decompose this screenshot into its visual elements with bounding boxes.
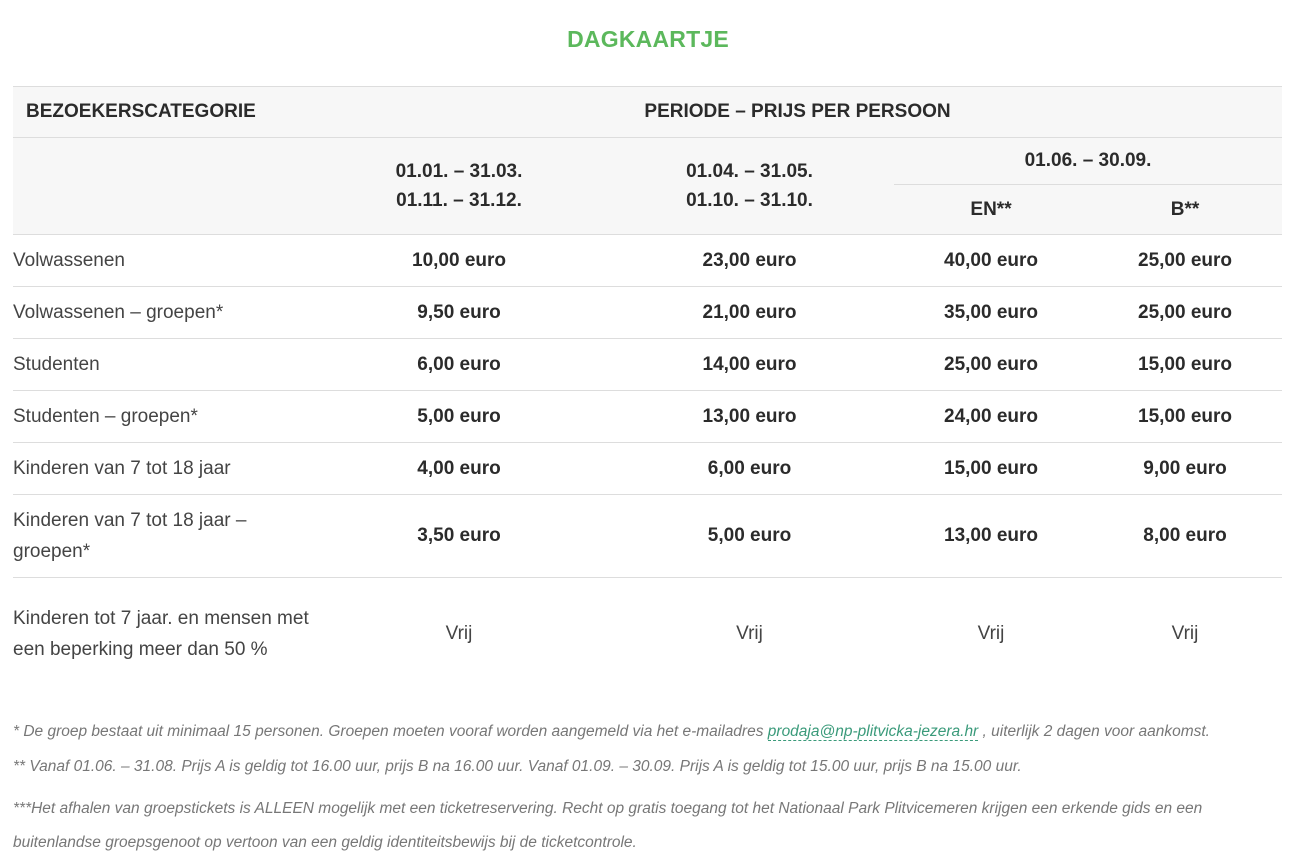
footnote-groups-tail: , uiterlijk 2 dagen voor aankomst.: [978, 723, 1210, 740]
price-cell: 15,00 euro: [1088, 339, 1282, 391]
price-table: [13, 86, 1282, 690]
row-category: Kinderen tot 7 jaar. en mensen met een beperking meer dan 50 %: [13, 608, 309, 660]
price-cell: 9,00 euro: [1088, 443, 1282, 495]
price-cell: 40,00 euro: [894, 235, 1088, 287]
table-row: [13, 578, 1282, 691]
footnote-groups: [13, 723, 1288, 741]
price-cell: 25,00 euro: [894, 339, 1088, 391]
period-mid-line1: 01.04. – 31.05.: [686, 161, 813, 182]
footnote-groups-text: * De groep bestaat uit minimaal 15 personen. Groepen moeten vooraf worden aangemeld via het e-mailadres: [13, 723, 768, 740]
table-row: [13, 495, 1282, 578]
price-cell: 13,00 euro: [605, 391, 894, 443]
price-cell: 23,00 euro: [605, 235, 894, 287]
subperiod-a: EN**: [894, 185, 1088, 235]
price-cell: 13,00 euro: [894, 495, 1088, 578]
table-row: [13, 287, 1282, 339]
price-cell: 10,00 euro: [313, 235, 605, 287]
header-period: PERIODE – PRIJS PER PERSOON: [313, 87, 1282, 138]
price-cell: 5,00 euro: [313, 391, 605, 443]
row-category: Kinderen van 7 tot 18 jaar: [13, 443, 313, 495]
price-cell: 21,00 euro: [605, 287, 894, 339]
period-low-season: [313, 138, 605, 235]
price-cell: Vrij: [445, 623, 473, 644]
price-cell: 4,00 euro: [313, 443, 605, 495]
price-cell: 14,00 euro: [605, 339, 894, 391]
price-cell: 8,00 euro: [1088, 495, 1282, 578]
subperiod-b: B**: [1088, 185, 1282, 235]
table-row: [13, 443, 1282, 495]
price-cell: 15,00 euro: [1088, 391, 1282, 443]
footnote-group-tickets: ***Het afhalen van groepstickets is ALLEEN mogelijk met een ticketreservering. Recht op gratis toegang tot het Nationaal Park Plitvicemeren krijgen een erkende gids en een buitenlandse groepsgenoot op vertoon van een geldig identiteitsbewijs bij de ticketcontrole.: [13, 800, 1203, 851]
period-high-season: 01.06. – 30.09.: [894, 138, 1282, 185]
price-cell: Vrij: [1171, 623, 1199, 644]
email-link[interactable]: prodaja@np-plitvicka-jezera.hr: [767, 723, 979, 740]
price-cell: 25,00 euro: [1088, 287, 1282, 339]
table-row: [13, 391, 1282, 443]
price-cell: 24,00 euro: [894, 391, 1088, 443]
period-low-line2: 01.11. – 31.12.: [396, 190, 522, 211]
row-category: Kinderen van 7 tot 18 jaar – groepen*: [13, 495, 313, 578]
price-cell: 15,00 euro: [894, 443, 1088, 495]
period-mid-line2: 01.10. – 31.10.: [686, 190, 813, 211]
header-empty-cell: [13, 138, 313, 235]
period-low-line1: 01.01. – 31.03.: [395, 161, 523, 182]
price-cell: 3,50 euro: [313, 495, 605, 578]
row-category: Volwassenen: [13, 235, 313, 287]
row-category: Studenten – groepen*: [13, 391, 313, 443]
price-cell: 9,50 euro: [313, 287, 605, 339]
table-row: [13, 235, 1282, 287]
price-cell: Vrij: [736, 623, 763, 644]
price-cell: Vrij: [977, 623, 1005, 644]
table-header-row: [13, 87, 1282, 138]
price-cell: 25,00 euro: [1088, 235, 1282, 287]
table-period-row: [13, 138, 1282, 185]
period-mid-season: [605, 138, 894, 235]
price-cell: 6,00 euro: [605, 443, 894, 495]
footnote-prices: ** Vanaf 01.06. – 31.08. Prijs A is geldig tot 16.00 uur, prijs B na 16.00 uur. Vanaf 01.09. – 30.09. Prijs A is geldig tot 15.00 uur, prijs B na 15.00 uur.: [13, 758, 1022, 775]
row-category: Volwassenen – groepen*: [13, 287, 313, 339]
price-cell: 6,00 euro: [313, 339, 605, 391]
header-category: BEZOEKERSCATEGORIE: [13, 87, 313, 138]
page-title: DAGKAARTJE: [567, 26, 729, 52]
row-category: Studenten: [13, 339, 313, 391]
table-row: [13, 339, 1282, 391]
price-cell: 5,00 euro: [605, 495, 894, 578]
price-cell: 35,00 euro: [894, 287, 1088, 339]
